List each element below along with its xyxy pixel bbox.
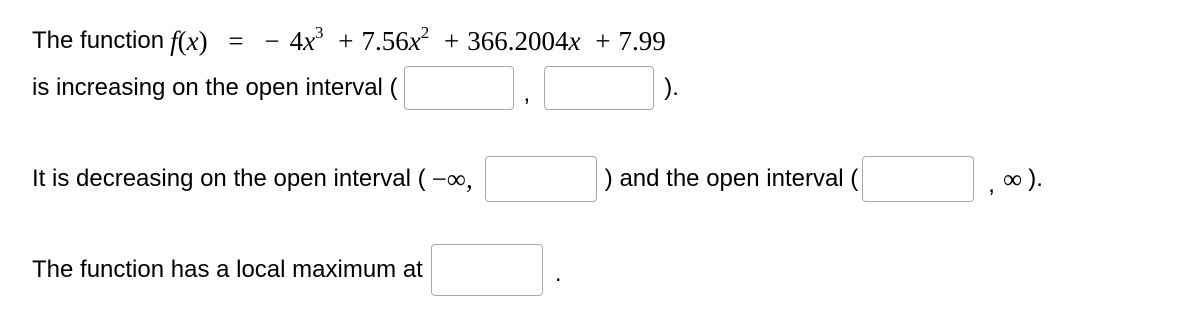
negative-infinity: −∞, (431, 163, 473, 194)
function-variable: x (186, 25, 199, 56)
minus-sign: − (264, 25, 280, 56)
quadratic-variable: x (408, 25, 421, 56)
decreasing-interval-row (32, 152, 1043, 206)
increasing-end-input[interactable] (544, 66, 654, 110)
increasing-start-input[interactable] (404, 66, 514, 110)
decreasing-second-start-input[interactable] (862, 156, 974, 202)
decreasing-interval-text: It is decreasing on the open interval ( (32, 165, 426, 192)
cubic-variable: x (303, 25, 316, 56)
local-maximum-input[interactable] (431, 244, 543, 296)
function-formula (170, 22, 666, 57)
function-lparen: ( (177, 25, 187, 56)
plus-sign-1: + (338, 25, 354, 56)
local-maximum-period: . (554, 260, 562, 287)
local-maximum-row (32, 242, 562, 298)
increasing-close-paren: ). (664, 74, 679, 101)
cubic-coefficient: 4 (289, 25, 304, 56)
function-name: f (170, 25, 178, 56)
decreasing-comma: , (988, 171, 995, 198)
decreasing-and-text: ) and the open interval ( (604, 165, 859, 192)
increasing-comma: , (523, 80, 531, 107)
local-maximum-text: The function has a local maximum at (32, 256, 423, 283)
decreasing-close-paren: ). (1028, 165, 1043, 192)
decreasing-first-end-input[interactable] (485, 156, 597, 202)
cubic-exponent: 3 (315, 22, 324, 42)
plus-sign-3: + (595, 25, 611, 56)
increasing-interval-text: is increasing on the open interval ( (32, 74, 398, 101)
quadratic-exponent: 2 (420, 22, 430, 42)
function-definition (32, 22, 666, 60)
constant-term: 7.99 (618, 25, 666, 56)
linear-variable: x (568, 25, 581, 56)
plus-sign-2: + (444, 25, 460, 56)
linear-coefficient: 366.2004 (467, 25, 569, 56)
function-intro-text: The function (32, 27, 165, 54)
increasing-interval-row (32, 62, 679, 114)
equals-sign: = (228, 25, 244, 56)
function-rparen: ) (198, 25, 208, 56)
positive-infinity: ∞ (1002, 163, 1023, 194)
quadratic-coefficient: 7.56 (361, 25, 409, 56)
